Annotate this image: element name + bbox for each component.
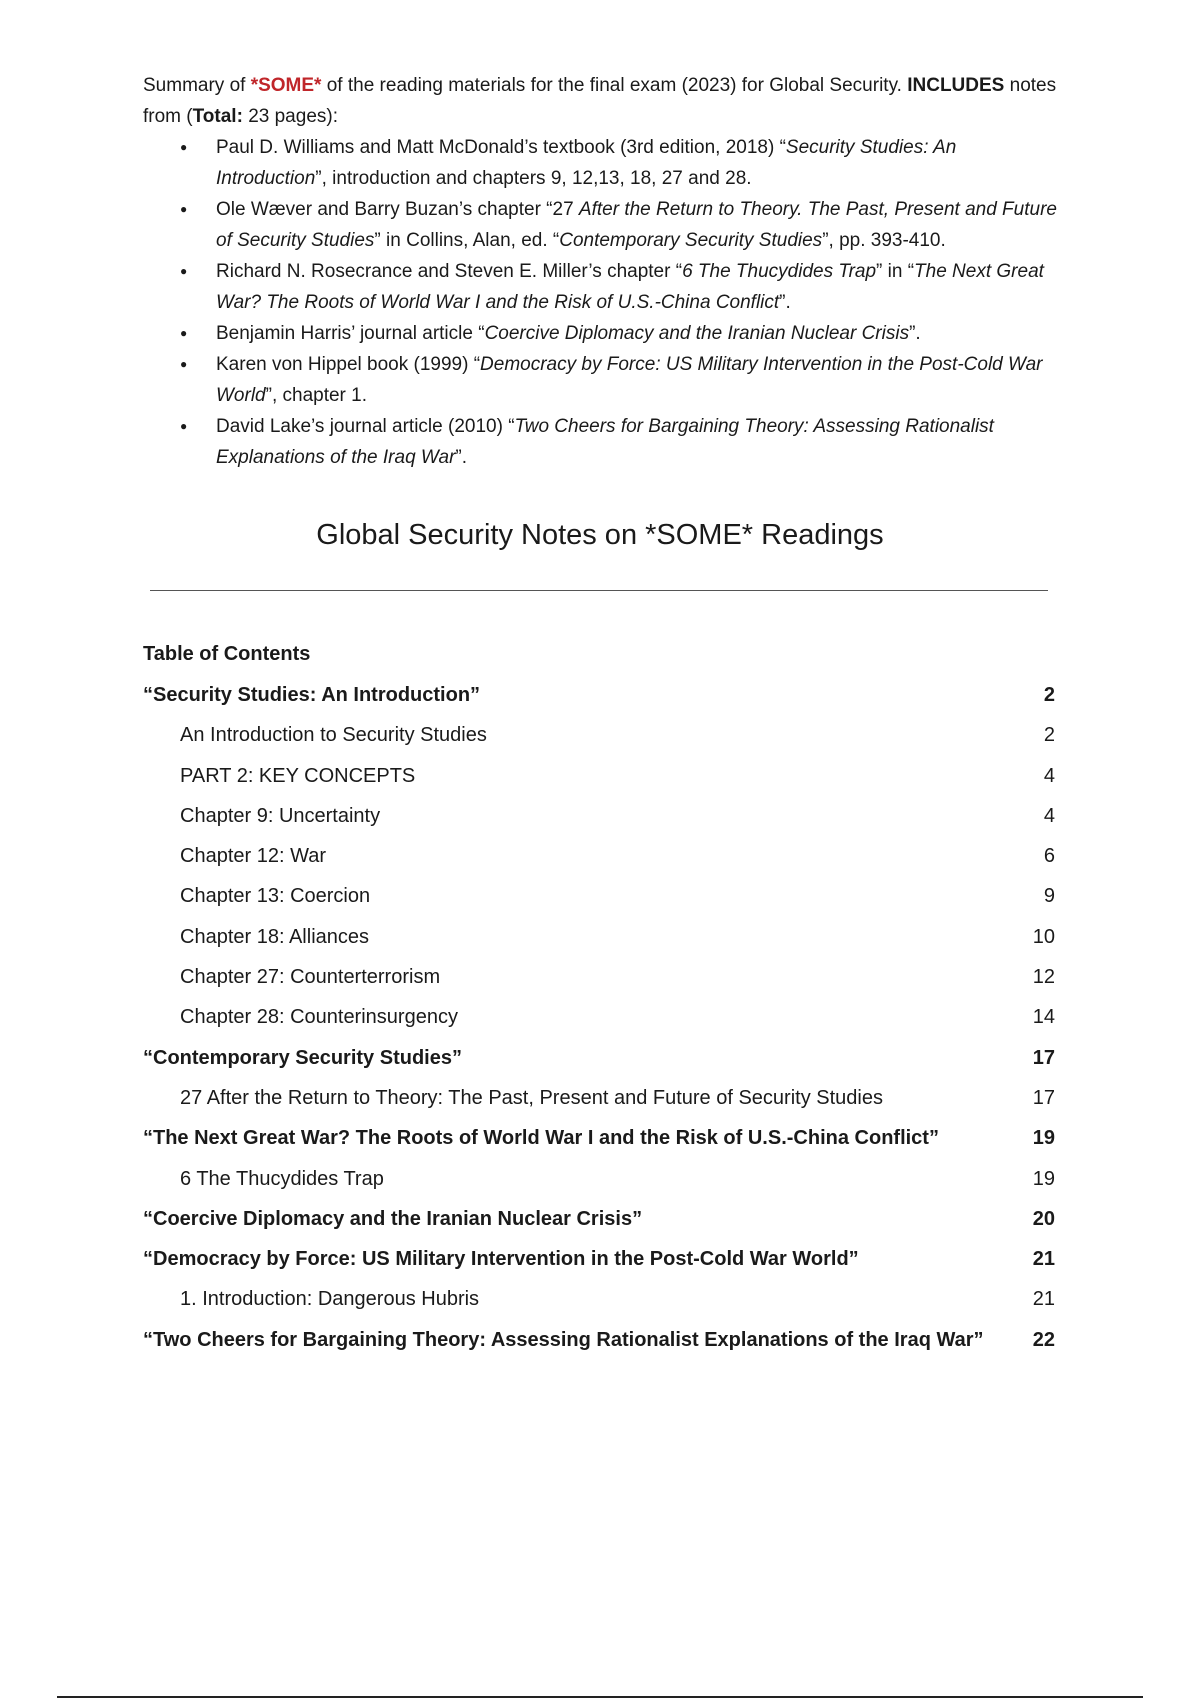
table-of-contents (143, 680, 1055, 1365)
toc-entry[interactable] (143, 720, 1055, 760)
toc-entry-label: Chapter 18: Alliances (180, 925, 370, 948)
toc-entry-label: An Introduction to Security Studies (180, 724, 487, 747)
toc-entry-page: 19 (1032, 1167, 1055, 1190)
toc-entry[interactable] (143, 1284, 1055, 1324)
toc-entry-page: 4 (1043, 804, 1055, 827)
toc-entry-label: “Coercive Diplomacy and the Iranian Nuclear Crisis” (143, 1207, 643, 1230)
source-item: ● Karen von Hippel book (1999) “Democracy by Force: US Military Intervention in the Post-Cold War World”, chapter 1. (143, 349, 1063, 411)
source-item: ● Benjamin Harris’ journal article “Coercive Diplomacy and the Iranian Nuclear Crisis”. (143, 318, 1063, 349)
toc-entry-label: Chapter 13: Coercion (180, 885, 371, 908)
toc-entry-label: “The Next Great War? The Roots of World War I and the Risk of U.S.-China Conflict” (143, 1127, 939, 1150)
toc-entry[interactable] (143, 1002, 1055, 1042)
toc-entry-label: “Contemporary Security Studies” (143, 1046, 462, 1069)
document-title: Global Security Notes on *SOME* Readings (316, 519, 884, 551)
toc-entry-page: 2 (1043, 684, 1055, 706)
toc-entry-label: Chapter 27: Counterterrorism (180, 966, 441, 989)
toc-entry[interactable] (143, 841, 1055, 881)
toc-entry[interactable] (143, 1043, 1055, 1083)
total-label: Total: (192, 106, 243, 127)
toc-entry-page: 2 (1043, 724, 1055, 747)
toc-entry[interactable] (143, 1164, 1055, 1204)
toc-entry-page: 17 (1032, 1086, 1055, 1109)
toc-entry[interactable] (143, 1123, 1055, 1163)
source-item: ● David Lake’s journal article (2010) “Two Cheers for Bargaining Theory: Assessing Rationalist Explanations of the Iraq War”. (143, 411, 1063, 473)
sources-list (143, 132, 1063, 473)
toc-entry[interactable] (143, 881, 1055, 921)
toc-entry[interactable] (143, 680, 1055, 720)
toc-entry-page: 6 (1043, 845, 1055, 868)
toc-entry-page: 20 (1032, 1207, 1055, 1230)
toc-entry-label: PART 2: KEY CONCEPTS (180, 764, 416, 787)
includes-label: INCLUDES (907, 75, 1005, 96)
toc-entry[interactable] (143, 1204, 1055, 1244)
toc-entry-page: 21 (1032, 1288, 1055, 1311)
toc-entry-page: 17 (1032, 1046, 1055, 1069)
toc-entry[interactable] (143, 1083, 1055, 1123)
toc-entry-label: “Security Studies: An Introduction” (143, 684, 481, 706)
source-item: ● Paul D. Williams and Matt McDonald’s textbook (3rd edition, 2018) “Security Studies: An Introduction”, introduction and chapters 9, 12,13, 18, 27 and 28. (143, 132, 1063, 194)
toc-entry-page: 12 (1032, 966, 1055, 989)
toc-entry[interactable] (143, 1325, 1055, 1365)
toc-entry[interactable] (143, 801, 1055, 841)
toc-entry-page: 10 (1032, 925, 1055, 948)
title-divider (150, 590, 1048, 591)
toc-entry-label: “Democracy by Force: US Military Intervention in the Post-Cold War World” (143, 1248, 859, 1271)
toc-entry-label: Chapter 9: Uncertainty (180, 804, 381, 827)
toc-entry[interactable] (143, 962, 1055, 1002)
source-item: ● Richard N. Rosecrance and Steven E. Miller’s chapter “6 The Thucydides Trap” in “The Next Great War? The Roots of World War I and the Risk of U.S.-China Conflict”. (143, 256, 1063, 318)
toc-entry-label: Chapter 28: Counterinsurgency (180, 1006, 458, 1029)
toc-entry-page: 22 (1032, 1328, 1055, 1351)
toc-entry-label: 6 The Thucydides Trap (180, 1167, 384, 1190)
toc-entry-page: 14 (1032, 1006, 1055, 1029)
toc-entry-label: Chapter 12: War (180, 845, 326, 868)
some-highlight: *SOME* (250, 75, 322, 96)
toc-entry-label: 27 After the Return to Theory: The Past, Present and Future of Security Studies (180, 1086, 883, 1109)
toc-entry-label: “Two Cheers for Bargaining Theory: Assessing Rationalist Explanations of the Iraq War” (143, 1328, 984, 1351)
toc-entry-page: 9 (1043, 885, 1055, 908)
toc-entry[interactable] (143, 1244, 1055, 1284)
toc-entry[interactable] (143, 922, 1055, 962)
page-bottom-rule (57, 1696, 1143, 1698)
toc-entry-page: 4 (1043, 764, 1055, 787)
toc-entry-label: 1. Introduction: Dangerous Hubris (180, 1288, 480, 1311)
toc-entry[interactable] (143, 761, 1055, 801)
toc-entry-page: 19 (1032, 1127, 1055, 1150)
toc-heading: Table of Contents (143, 643, 311, 665)
summary-block (143, 70, 1063, 473)
toc-entry-page: 21 (1032, 1248, 1055, 1271)
source-item: ● Ole Wæver and Barry Buzan’s chapter “27 After the Return to Theory. The Past, Present and Future of Security Studies” in Collins, Alan, ed. “Contemporary Security Studies”, pp. 393-410. (143, 194, 1063, 256)
summary-intro: Summary of *SOME* of the reading materials for the final exam (2023) for Global Security. INCLUDES notes from (Total: 23 pages): (143, 75, 1057, 127)
